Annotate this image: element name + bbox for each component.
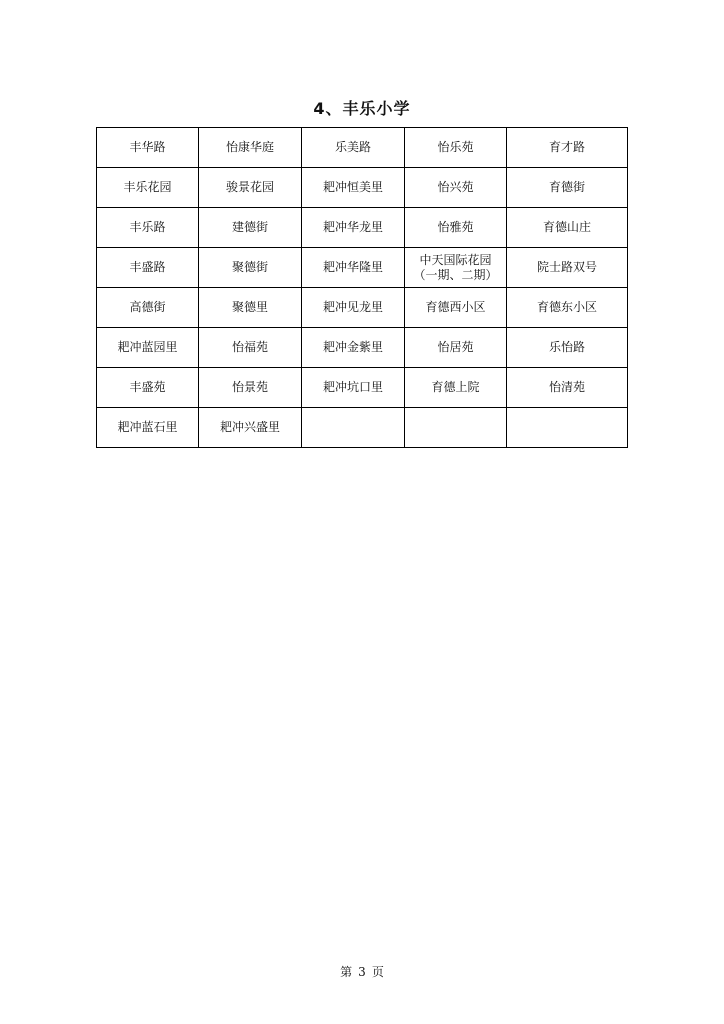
table-cell: 耙冲蓝园里 (97, 328, 199, 368)
table-cell: 育德街 (507, 168, 628, 208)
table-cell: 乐怡路 (507, 328, 628, 368)
page-title: 4、丰乐小学 (313, 99, 411, 118)
table-row (97, 208, 628, 248)
table-cell: 怡雅苑 (405, 208, 507, 248)
table-cell: 耙冲恒美里 (302, 168, 405, 208)
table-cell: 怡兴苑 (405, 168, 507, 208)
table-cell: 高德街 (97, 288, 199, 328)
table-cell: 育德上院 (405, 368, 507, 408)
page-number-value: 3 (358, 965, 366, 979)
table-cell: 育才路 (507, 128, 628, 168)
table-cell: 丰华路 (97, 128, 199, 168)
table-cell: 育德山庄 (507, 208, 628, 248)
table-cell: 怡福苑 (199, 328, 302, 368)
table-cell (302, 408, 405, 448)
table-cell: 丰乐路 (97, 208, 199, 248)
table-cell: 耙冲华隆里 (302, 248, 405, 288)
table-cell: 育德西小区 (405, 288, 507, 328)
table-cell: 耙冲兴盛里 (199, 408, 302, 448)
table-row (97, 288, 628, 328)
table-row (97, 328, 628, 368)
table-cell: 丰乐花园 (97, 168, 199, 208)
table-cell: 怡居苑 (405, 328, 507, 368)
table-row (97, 128, 628, 168)
table-cell: 乐美路 (302, 128, 405, 168)
table-cell: 怡乐苑 (405, 128, 507, 168)
table-cell: 怡清苑 (507, 368, 628, 408)
table-cell: 耙冲坑口里 (302, 368, 405, 408)
table-cell: 耙冲见龙里 (302, 288, 405, 328)
page-number-prefix: 第 (340, 965, 353, 979)
table-cell: 丰盛路 (97, 248, 199, 288)
page-number-suffix: 页 (371, 965, 384, 979)
table-cell: 耙冲华龙里 (302, 208, 405, 248)
table-row (97, 168, 628, 208)
table-cell: 丰盛苑 (97, 368, 199, 408)
cell-line: 中天国际花园 (419, 252, 492, 267)
table-cell (405, 408, 507, 448)
table-cell: 耙冲金紫里 (302, 328, 405, 368)
table-cell: 怡景苑 (199, 368, 302, 408)
table-cell: 院士路双号 (507, 248, 628, 288)
table-cell: 聚德街 (199, 248, 302, 288)
table-cell (405, 248, 507, 288)
table-row (97, 368, 628, 408)
table-cell: 育德东小区 (507, 288, 628, 328)
street-table-body (97, 128, 628, 448)
table-cell: 骏景花园 (199, 168, 302, 208)
table-row (97, 248, 628, 288)
street-table (96, 127, 628, 448)
table-row (97, 408, 628, 448)
page-number (0, 963, 724, 980)
table-cell: 怡康华庭 (199, 128, 302, 168)
table-cell (507, 408, 628, 448)
table-cell: 建德街 (199, 208, 302, 248)
table-cell: 聚德里 (199, 288, 302, 328)
cell-line: （一期、二期） (413, 267, 498, 282)
table-cell: 耙冲蓝石里 (97, 408, 199, 448)
